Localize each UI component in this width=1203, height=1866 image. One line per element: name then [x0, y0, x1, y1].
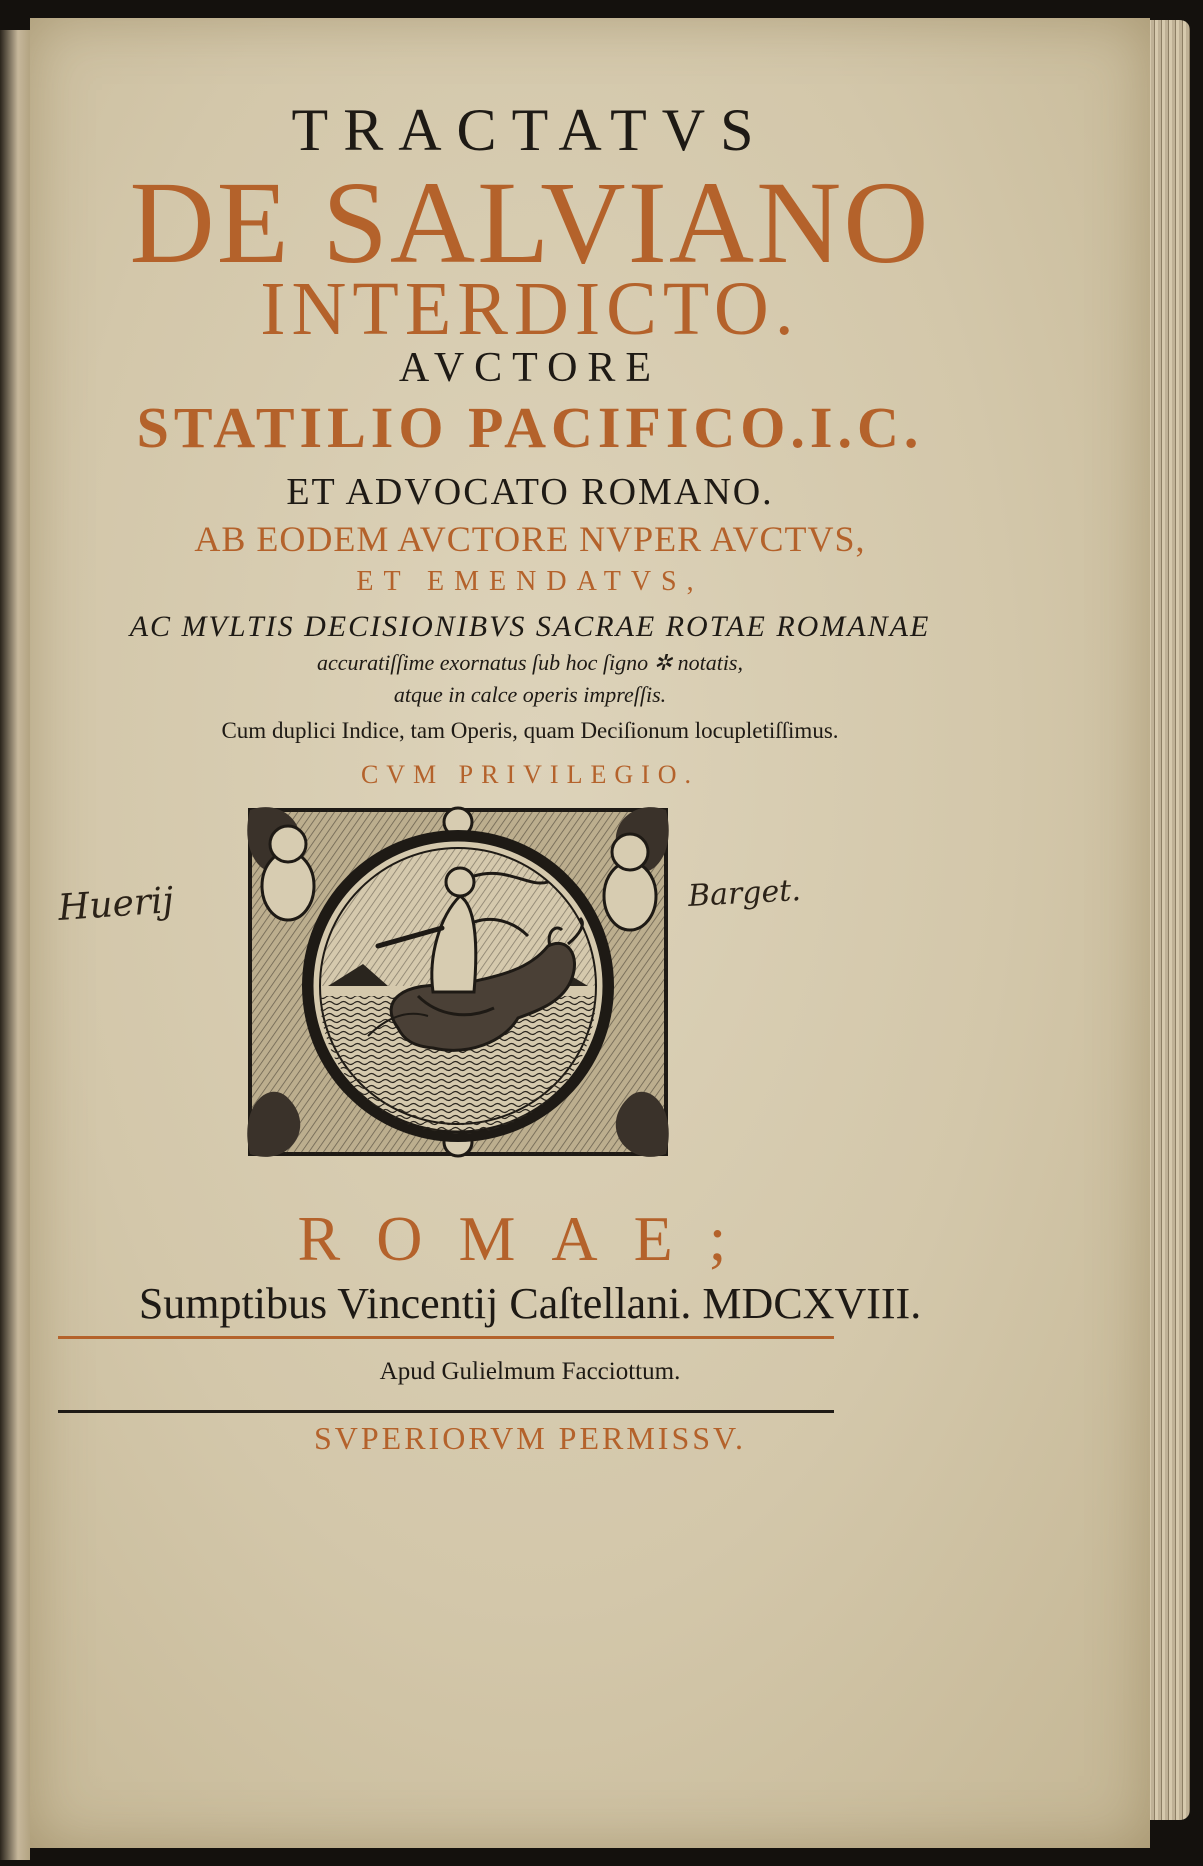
- decisions-line: AC MVLTIS DECISIONIBVS SACRAE ROTAE ROMANAE: [129, 610, 931, 643]
- index-statement: Cum duplici Indice, tam Operis, quam Deciſionum locupletiſſimus.: [221, 718, 839, 743]
- auctore-line: AVCTORE: [398, 345, 662, 391]
- author-name: STATILIO PACIFICO.I.C.: [136, 395, 924, 460]
- author-title: ET ADVOCATO ROMANO.: [286, 471, 774, 513]
- title-page: [30, 18, 1150, 1848]
- decisions-note-2: atque in calce operis impreſſis.: [393, 682, 667, 707]
- title-line-tractatus: TRACTATVS: [291, 97, 769, 163]
- red-rule-divider: [58, 1336, 834, 1339]
- imprint-publisher: Sumptibus Vincentij Caſtellani. MDCXVIII.: [138, 1279, 922, 1328]
- privilege-line: CVM PRIVILEGIO.: [360, 760, 700, 789]
- decisions-note-1: accuratiſſime exornatus ſub hoc ſigno ✲ notatis,: [316, 650, 743, 675]
- printer-line: Apud Gulielmum Facciottum.: [379, 1358, 681, 1385]
- title-line-interdicto: INTERDICTO.: [260, 267, 800, 351]
- black-rule-divider: [58, 1410, 834, 1413]
- facing-page-edge: [0, 30, 30, 1860]
- handwritten-signature-right: Barget.: [687, 873, 802, 914]
- edition-statement-2: ET EMENDATVS,: [356, 566, 704, 597]
- handwritten-signature-left: Huerij: [56, 880, 176, 929]
- permission-line: SVPERIORVM PERMISSV.: [313, 1420, 747, 1456]
- imprint-city: ROMAE;: [297, 1203, 763, 1274]
- woodcut-europa-and-bull-device-icon: [228, 796, 688, 1168]
- edition-statement: AB EODEM AVCTORE NVPER AVCTVS,: [194, 519, 866, 559]
- title-line-de-salviano: DE SALVIANO: [129, 157, 931, 288]
